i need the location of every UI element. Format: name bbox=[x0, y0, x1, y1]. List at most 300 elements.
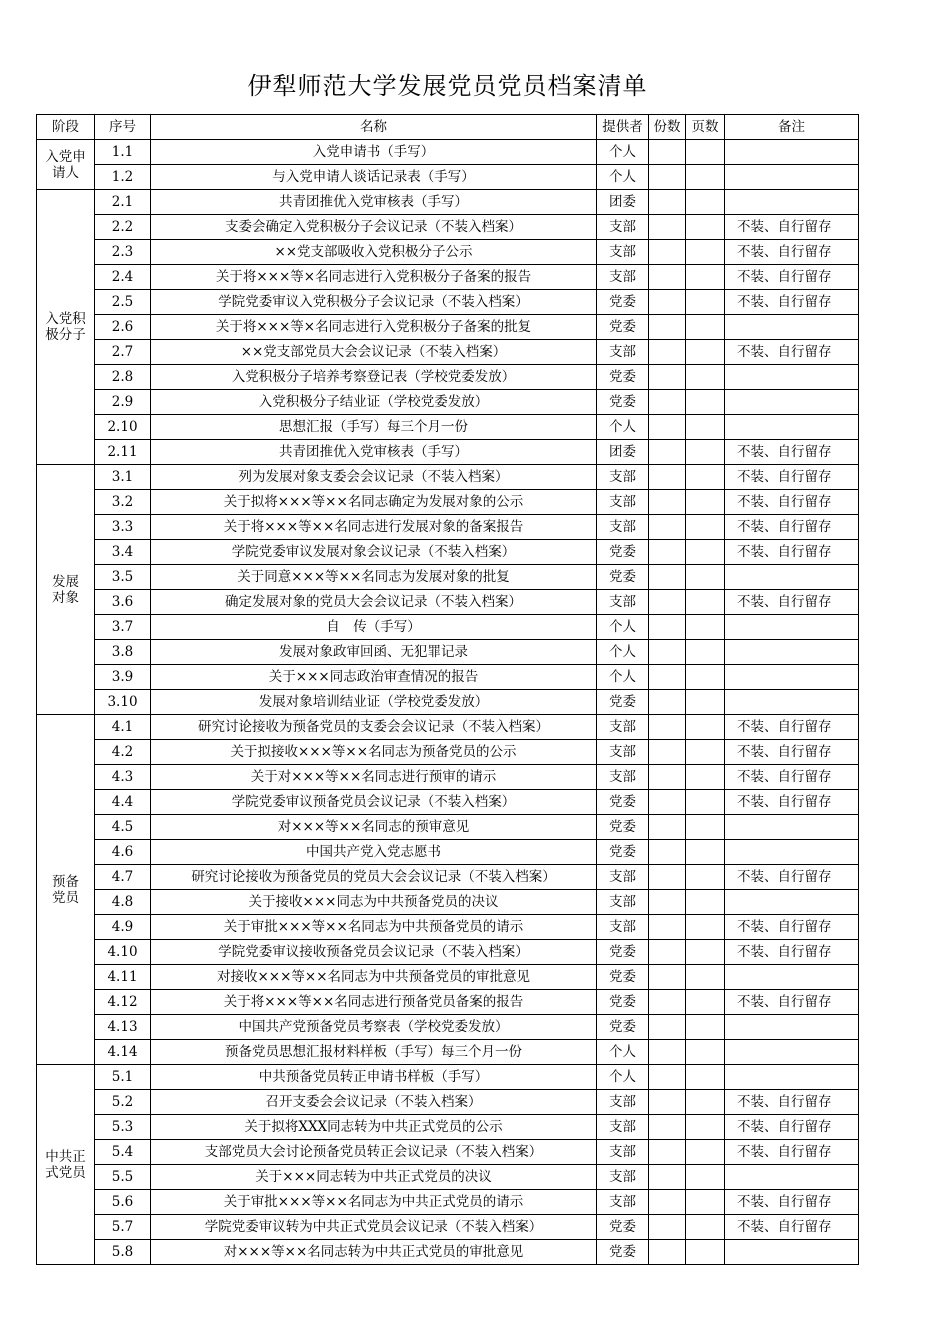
header-pages: 页数 bbox=[686, 115, 725, 140]
table-row bbox=[37, 340, 859, 365]
name-cell: 预备党员思想汇报材料样板（手写）每三个月一份 bbox=[151, 1040, 597, 1065]
seq-cell: 5.6 bbox=[95, 1190, 151, 1215]
seq-cell: 4.6 bbox=[95, 840, 151, 865]
copies-cell bbox=[649, 615, 686, 640]
name-cell: 思想汇报（手写）每三个月一份 bbox=[151, 415, 597, 440]
table-row bbox=[37, 1065, 859, 1090]
name-cell: 共青团推优入党审核表（手写） bbox=[151, 190, 597, 215]
name-cell: 中国共产党预备党员考察表（学校党委发放） bbox=[151, 1015, 597, 1040]
note-cell bbox=[725, 1165, 859, 1190]
copies-cell bbox=[649, 1165, 686, 1190]
copies-cell bbox=[649, 490, 686, 515]
table-row bbox=[37, 215, 859, 240]
copies-cell bbox=[649, 515, 686, 540]
pages-cell bbox=[686, 865, 725, 890]
seq-cell: 3.10 bbox=[95, 690, 151, 715]
note-cell: 不装、自行留存 bbox=[725, 1190, 859, 1215]
provider-cell: 支部 bbox=[597, 1140, 649, 1165]
stage-cell bbox=[37, 715, 95, 1065]
name-cell: 发展对象政审回函、无犯罪记录 bbox=[151, 640, 597, 665]
note-cell bbox=[725, 415, 859, 440]
pages-cell bbox=[686, 1240, 725, 1265]
name-cell: 学院党委审议接收预备党员会议记录（不装入档案） bbox=[151, 940, 597, 965]
table-row bbox=[37, 1215, 859, 1240]
pages-cell bbox=[686, 340, 725, 365]
document-title: 伊犁师范大学发展党员党员档案清单 bbox=[247, 72, 648, 100]
table-row bbox=[37, 1240, 859, 1265]
provider-cell: 党委 bbox=[597, 1015, 649, 1040]
note-cell: 不装、自行留存 bbox=[725, 765, 859, 790]
table-row bbox=[37, 840, 859, 865]
provider-cell: 党委 bbox=[597, 365, 649, 390]
copies-cell bbox=[649, 1115, 686, 1140]
copies-cell bbox=[649, 1015, 686, 1040]
seq-cell: 4.11 bbox=[95, 965, 151, 990]
copies-cell bbox=[649, 165, 686, 190]
table-row bbox=[37, 815, 859, 840]
table-row bbox=[37, 665, 859, 690]
table-row bbox=[37, 1190, 859, 1215]
seq-cell: 5.3 bbox=[95, 1115, 151, 1140]
name-cell: 关于拟将XXX同志转为中共正式党员的公示 bbox=[151, 1115, 597, 1140]
provider-cell: 党委 bbox=[597, 940, 649, 965]
provider-cell: 党委 bbox=[597, 990, 649, 1015]
copies-cell bbox=[649, 440, 686, 465]
pages-cell bbox=[686, 940, 725, 965]
copies-cell bbox=[649, 1190, 686, 1215]
copies-cell bbox=[649, 790, 686, 815]
copies-cell bbox=[649, 715, 686, 740]
note-cell: 不装、自行留存 bbox=[725, 440, 859, 465]
pages-cell bbox=[686, 190, 725, 215]
provider-cell: 支部 bbox=[597, 265, 649, 290]
pages-cell bbox=[686, 1015, 725, 1040]
table-row bbox=[37, 240, 859, 265]
provider-cell: 支部 bbox=[597, 1190, 649, 1215]
seq-cell: 2.5 bbox=[95, 290, 151, 315]
pages-cell bbox=[686, 215, 725, 240]
pages-cell bbox=[686, 690, 725, 715]
note-cell bbox=[725, 1015, 859, 1040]
stage-cell bbox=[37, 465, 95, 715]
copies-cell bbox=[649, 540, 686, 565]
table-row bbox=[37, 440, 859, 465]
copies-cell bbox=[649, 290, 686, 315]
header-provider: 提供者 bbox=[597, 115, 649, 140]
note-cell bbox=[725, 840, 859, 865]
name-cell: 对×××等××名同志的预审意见 bbox=[151, 815, 597, 840]
note-cell: 不装、自行留存 bbox=[725, 990, 859, 1015]
seq-cell: 2.4 bbox=[95, 265, 151, 290]
stage-label-line: 入党申 bbox=[45, 148, 86, 165]
note-cell: 不装、自行留存 bbox=[725, 915, 859, 940]
note-cell: 不装、自行留存 bbox=[725, 240, 859, 265]
provider-cell: 党委 bbox=[597, 290, 649, 315]
note-cell bbox=[725, 965, 859, 990]
stage-cell bbox=[37, 140, 95, 190]
copies-cell bbox=[649, 965, 686, 990]
copies-cell bbox=[649, 415, 686, 440]
provider-cell: 支部 bbox=[597, 1165, 649, 1190]
pages-cell bbox=[686, 315, 725, 340]
table-row bbox=[37, 565, 859, 590]
pages-cell bbox=[686, 1215, 725, 1240]
stage-label-line: 请人 bbox=[52, 164, 79, 181]
provider-cell: 个人 bbox=[597, 1040, 649, 1065]
pages-cell bbox=[686, 440, 725, 465]
copies-cell bbox=[649, 315, 686, 340]
note-cell bbox=[725, 190, 859, 215]
note-cell: 不装、自行留存 bbox=[725, 940, 859, 965]
copies-cell bbox=[649, 265, 686, 290]
seq-cell: 2.3 bbox=[95, 240, 151, 265]
copies-cell bbox=[649, 140, 686, 165]
note-cell: 不装、自行留存 bbox=[725, 515, 859, 540]
provider-cell: 党委 bbox=[597, 840, 649, 865]
table-body bbox=[37, 140, 859, 1265]
copies-cell bbox=[649, 1215, 686, 1240]
name-cell: 关于审批×××等××名同志为中共正式党员的请示 bbox=[151, 1190, 597, 1215]
pages-cell bbox=[686, 1165, 725, 1190]
table-row bbox=[37, 1040, 859, 1065]
copies-cell bbox=[649, 390, 686, 415]
pages-cell bbox=[686, 1115, 725, 1140]
table-row bbox=[37, 140, 859, 165]
name-cell: 关于×××同志转为中共正式党员的决议 bbox=[151, 1165, 597, 1190]
provider-cell: 团委 bbox=[597, 190, 649, 215]
header-note: 备注 bbox=[725, 115, 859, 140]
name-cell: 研究讨论接收为预备党员的支委会会议记录（不装入档案） bbox=[151, 715, 597, 740]
provider-cell: 支部 bbox=[597, 515, 649, 540]
seq-cell: 4.9 bbox=[95, 915, 151, 940]
seq-cell: 4.4 bbox=[95, 790, 151, 815]
seq-cell: 3.9 bbox=[95, 665, 151, 690]
table-row bbox=[37, 740, 859, 765]
stage-label-line: 式党员 bbox=[45, 1164, 86, 1181]
pages-cell bbox=[686, 165, 725, 190]
pages-cell bbox=[686, 965, 725, 990]
seq-cell: 3.1 bbox=[95, 465, 151, 490]
copies-cell bbox=[649, 1240, 686, 1265]
seq-cell: 2.11 bbox=[95, 440, 151, 465]
provider-cell: 支部 bbox=[597, 1090, 649, 1115]
provider-cell: 支部 bbox=[597, 590, 649, 615]
name-cell: 关于审批×××等××名同志为中共预备党员的请示 bbox=[151, 915, 597, 940]
pages-cell bbox=[686, 1065, 725, 1090]
note-cell: 不装、自行留存 bbox=[725, 490, 859, 515]
stage-label-line: 预备 bbox=[52, 873, 79, 890]
note-cell bbox=[725, 665, 859, 690]
table-row bbox=[37, 690, 859, 715]
name-cell: 自 传（手写） bbox=[151, 615, 597, 640]
name-cell: 列为发展对象支委会会议记录（不装入档案） bbox=[151, 465, 597, 490]
table-row bbox=[37, 715, 859, 740]
copies-cell bbox=[649, 990, 686, 1015]
copies-cell bbox=[649, 340, 686, 365]
copies-cell bbox=[649, 215, 686, 240]
provider-cell: 个人 bbox=[597, 415, 649, 440]
name-cell: 关于×××同志政治审查情况的报告 bbox=[151, 665, 597, 690]
header-name: 名称 bbox=[151, 115, 597, 140]
seq-cell: 5.7 bbox=[95, 1215, 151, 1240]
seq-cell: 5.5 bbox=[95, 1165, 151, 1190]
table-row bbox=[37, 290, 859, 315]
table-row bbox=[37, 265, 859, 290]
seq-cell: 2.10 bbox=[95, 415, 151, 440]
note-cell: 不装、自行留存 bbox=[725, 790, 859, 815]
header-seq: 序号 bbox=[95, 115, 151, 140]
provider-cell: 支部 bbox=[597, 240, 649, 265]
copies-cell bbox=[649, 665, 686, 690]
copies-cell bbox=[649, 815, 686, 840]
name-cell: 关于将×××等×名同志进行入党积极分子备案的报告 bbox=[151, 265, 597, 290]
table-row bbox=[37, 615, 859, 640]
stage-label-line: 发展 bbox=[52, 573, 79, 590]
provider-cell: 支部 bbox=[597, 715, 649, 740]
pages-cell bbox=[686, 790, 725, 815]
name-cell: 支委会确定入党积极分子会议记录（不装入档案） bbox=[151, 215, 597, 240]
provider-cell: 个人 bbox=[597, 615, 649, 640]
pages-cell bbox=[686, 815, 725, 840]
pages-cell bbox=[686, 1140, 725, 1165]
copies-cell bbox=[649, 765, 686, 790]
table-row bbox=[37, 390, 859, 415]
seq-cell: 4.8 bbox=[95, 890, 151, 915]
table-row bbox=[37, 1090, 859, 1115]
seq-cell: 4.3 bbox=[95, 765, 151, 790]
name-cell: 召开支委会会议记录（不装入档案） bbox=[151, 1090, 597, 1115]
note-cell: 不装、自行留存 bbox=[725, 590, 859, 615]
name-cell: 关于同意×××等××名同志为发展对象的批复 bbox=[151, 565, 597, 590]
table-row bbox=[37, 190, 859, 215]
seq-cell: 3.2 bbox=[95, 490, 151, 515]
provider-cell: 支部 bbox=[597, 865, 649, 890]
seq-cell: 5.1 bbox=[95, 1065, 151, 1090]
stage-cell bbox=[37, 1065, 95, 1265]
table-row bbox=[37, 365, 859, 390]
table-row bbox=[37, 540, 859, 565]
provider-cell: 支部 bbox=[597, 465, 649, 490]
copies-cell bbox=[649, 890, 686, 915]
table-row bbox=[37, 990, 859, 1015]
pages-cell bbox=[686, 515, 725, 540]
name-cell: ××党支部党员大会会议记录（不装入档案） bbox=[151, 340, 597, 365]
copies-cell bbox=[649, 740, 686, 765]
seq-cell: 1.2 bbox=[95, 165, 151, 190]
stage-cell bbox=[37, 190, 95, 465]
name-cell: 关于拟将×××等××名同志确定为发展对象的公示 bbox=[151, 490, 597, 515]
seq-cell: 2.2 bbox=[95, 215, 151, 240]
provider-cell: 党委 bbox=[597, 690, 649, 715]
table-row bbox=[37, 165, 859, 190]
name-cell: 中共预备党员转正申请书样板（手写） bbox=[151, 1065, 597, 1090]
provider-cell: 支部 bbox=[597, 765, 649, 790]
note-cell bbox=[725, 315, 859, 340]
note-cell bbox=[725, 390, 859, 415]
stage-label-line: 极分子 bbox=[45, 327, 86, 343]
note-cell: 不装、自行留存 bbox=[725, 290, 859, 315]
copies-cell bbox=[649, 190, 686, 215]
seq-cell: 2.6 bbox=[95, 315, 151, 340]
pages-cell bbox=[686, 990, 725, 1015]
table-row bbox=[37, 1015, 859, 1040]
provider-cell: 党委 bbox=[597, 1240, 649, 1265]
name-cell: 学院党委审议转为中共正式党员会议记录（不装入档案） bbox=[151, 1215, 597, 1240]
note-cell: 不装、自行留存 bbox=[725, 1140, 859, 1165]
provider-cell: 党委 bbox=[597, 1215, 649, 1240]
copies-cell bbox=[649, 465, 686, 490]
pages-cell bbox=[686, 890, 725, 915]
name-cell: ××党支部吸收入党积极分子公示 bbox=[151, 240, 597, 265]
pages-cell bbox=[686, 565, 725, 590]
copies-cell bbox=[649, 240, 686, 265]
pages-cell bbox=[686, 665, 725, 690]
name-cell: 学院党委审议入党积极分子会议记录（不装入档案） bbox=[151, 290, 597, 315]
table-row bbox=[37, 315, 859, 340]
pages-cell bbox=[686, 1090, 725, 1115]
seq-cell: 3.7 bbox=[95, 615, 151, 640]
name-cell: 入党积极分子结业证（学校党委发放） bbox=[151, 390, 597, 415]
note-cell: 不装、自行留存 bbox=[725, 540, 859, 565]
copies-cell bbox=[649, 840, 686, 865]
provider-cell: 党委 bbox=[597, 815, 649, 840]
seq-cell: 4.5 bbox=[95, 815, 151, 840]
note-cell bbox=[725, 890, 859, 915]
table-row bbox=[37, 1165, 859, 1190]
table-row bbox=[37, 790, 859, 815]
archive-table bbox=[36, 114, 859, 1265]
name-cell: 对接收×××等××名同志为中共预备党员的审批意见 bbox=[151, 965, 597, 990]
seq-cell: 5.8 bbox=[95, 1240, 151, 1265]
note-cell bbox=[725, 165, 859, 190]
name-cell: 入党申请书（手写） bbox=[151, 140, 597, 165]
seq-cell: 2.1 bbox=[95, 190, 151, 215]
provider-cell: 支部 bbox=[597, 215, 649, 240]
note-cell bbox=[725, 815, 859, 840]
pages-cell bbox=[686, 290, 725, 315]
name-cell: 发展对象培训结业证（学校党委发放） bbox=[151, 690, 597, 715]
note-cell: 不装、自行留存 bbox=[725, 215, 859, 240]
copies-cell bbox=[649, 915, 686, 940]
pages-cell bbox=[686, 490, 725, 515]
pages-cell bbox=[686, 1190, 725, 1215]
copies-cell bbox=[649, 690, 686, 715]
note-cell bbox=[725, 140, 859, 165]
seq-cell: 4.13 bbox=[95, 1015, 151, 1040]
seq-cell: 5.4 bbox=[95, 1140, 151, 1165]
table-row bbox=[37, 590, 859, 615]
table-row bbox=[37, 465, 859, 490]
provider-cell: 党委 bbox=[597, 315, 649, 340]
seq-cell: 2.7 bbox=[95, 340, 151, 365]
stage-label-line: 党员 bbox=[52, 889, 79, 906]
seq-cell: 4.2 bbox=[95, 740, 151, 765]
provider-cell: 个人 bbox=[597, 640, 649, 665]
provider-cell: 支部 bbox=[597, 890, 649, 915]
provider-cell: 党委 bbox=[597, 565, 649, 590]
table-row bbox=[37, 1115, 859, 1140]
name-cell: 共青团推优入党审核表（手写） bbox=[151, 440, 597, 465]
seq-cell: 2.8 bbox=[95, 365, 151, 390]
seq-cell: 2.9 bbox=[95, 390, 151, 415]
note-cell: 不装、自行留存 bbox=[725, 1215, 859, 1240]
copies-cell bbox=[649, 940, 686, 965]
seq-cell: 3.8 bbox=[95, 640, 151, 665]
seq-cell: 3.3 bbox=[95, 515, 151, 540]
table-row bbox=[37, 965, 859, 990]
pages-cell bbox=[686, 615, 725, 640]
note-cell bbox=[725, 1065, 859, 1090]
header-row bbox=[37, 115, 859, 140]
pages-cell bbox=[686, 240, 725, 265]
provider-cell: 支部 bbox=[597, 1115, 649, 1140]
pages-cell bbox=[686, 640, 725, 665]
provider-cell: 支部 bbox=[597, 490, 649, 515]
note-cell bbox=[725, 615, 859, 640]
pages-cell bbox=[686, 390, 725, 415]
table-row bbox=[37, 1140, 859, 1165]
table-row bbox=[37, 765, 859, 790]
seq-cell: 1.1 bbox=[95, 140, 151, 165]
note-cell: 不装、自行留存 bbox=[725, 715, 859, 740]
provider-cell: 团委 bbox=[597, 440, 649, 465]
provider-cell: 个人 bbox=[597, 165, 649, 190]
name-cell: 学院党委审议预备党员会议记录（不装入档案） bbox=[151, 790, 597, 815]
note-cell: 不装、自行留存 bbox=[725, 340, 859, 365]
pages-cell bbox=[686, 765, 725, 790]
note-cell: 不装、自行留存 bbox=[725, 1115, 859, 1140]
table-row bbox=[37, 415, 859, 440]
copies-cell bbox=[649, 590, 686, 615]
pages-cell bbox=[686, 365, 725, 390]
name-cell: 关于接收×××同志为中共预备党员的决议 bbox=[151, 890, 597, 915]
pages-cell bbox=[686, 590, 725, 615]
table-row bbox=[37, 640, 859, 665]
provider-cell: 个人 bbox=[597, 1065, 649, 1090]
name-cell: 关于将×××等×名同志进行入党积极分子备案的批复 bbox=[151, 315, 597, 340]
copies-cell bbox=[649, 1140, 686, 1165]
copies-cell bbox=[649, 1090, 686, 1115]
table-row bbox=[37, 915, 859, 940]
note-cell bbox=[725, 1240, 859, 1265]
note-cell bbox=[725, 640, 859, 665]
provider-cell: 支部 bbox=[597, 740, 649, 765]
note-cell bbox=[725, 1040, 859, 1065]
seq-cell: 3.6 bbox=[95, 590, 151, 615]
seq-cell: 5.2 bbox=[95, 1090, 151, 1115]
note-cell: 不装、自行留存 bbox=[725, 465, 859, 490]
pages-cell bbox=[686, 840, 725, 865]
copies-cell bbox=[649, 565, 686, 590]
pages-cell bbox=[686, 915, 725, 940]
provider-cell: 党委 bbox=[597, 790, 649, 815]
table-row bbox=[37, 940, 859, 965]
seq-cell: 4.7 bbox=[95, 865, 151, 890]
name-cell: 中国共产党入党志愿书 bbox=[151, 840, 597, 865]
provider-cell: 党委 bbox=[597, 965, 649, 990]
name-cell: 关于将×××等××名同志进行发展对象的备案报告 bbox=[151, 515, 597, 540]
pages-cell bbox=[686, 540, 725, 565]
name-cell: 关于拟接收×××等××名同志为预备党员的公示 bbox=[151, 740, 597, 765]
table-row bbox=[37, 865, 859, 890]
seq-cell: 4.1 bbox=[95, 715, 151, 740]
note-cell: 不装、自行留存 bbox=[725, 265, 859, 290]
note-cell bbox=[725, 565, 859, 590]
pages-cell bbox=[686, 1040, 725, 1065]
copies-cell bbox=[649, 1065, 686, 1090]
provider-cell: 党委 bbox=[597, 540, 649, 565]
seq-cell: 3.5 bbox=[95, 565, 151, 590]
